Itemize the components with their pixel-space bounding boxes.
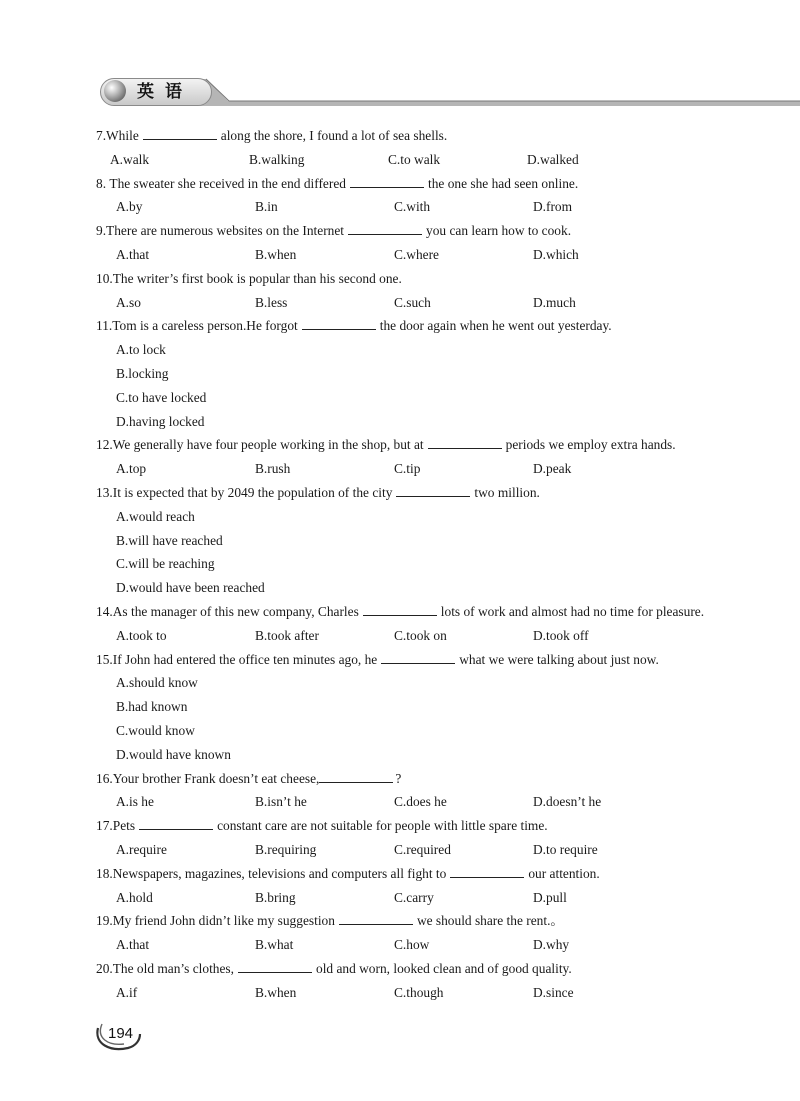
- answer-option-d[interactable]: D.would have been reached: [116, 580, 265, 596]
- question-stem: [96, 433, 708, 457]
- answer-option-b[interactable]: B.rush: [255, 461, 291, 477]
- question-number: 8.: [96, 175, 110, 191]
- question-number: 12.: [96, 437, 113, 453]
- answer-option-a[interactable]: A.walk: [110, 151, 150, 167]
- answer-options: [96, 338, 708, 433]
- subject-label: 英语: [137, 82, 193, 102]
- answer-options: [96, 291, 708, 315]
- answer-option-c[interactable]: C.required: [394, 841, 451, 857]
- question-text: [113, 909, 708, 933]
- answer-option-b[interactable]: B.what: [255, 937, 294, 953]
- question-text-before: We generally have four people working in the shop, but at: [112, 437, 424, 453]
- question-item: [96, 267, 708, 315]
- question-stem: [96, 219, 708, 243]
- answer-option-c[interactable]: C.will be reaching: [116, 556, 215, 572]
- answer-option-b[interactable]: B.less: [255, 294, 288, 310]
- answer-blank: [348, 220, 422, 235]
- question-text-before: The old man’s clothes,: [112, 960, 234, 976]
- answer-blank: [396, 482, 470, 497]
- question-stem: [96, 267, 708, 291]
- question-item: [96, 600, 708, 648]
- question-stem: [96, 124, 708, 148]
- answer-option-a[interactable]: A.that: [116, 937, 150, 953]
- question-text: [113, 862, 708, 886]
- question-text-before: If John had entered the office ten minutes ago, he: [112, 651, 378, 667]
- answer-option-b[interactable]: B.requiring: [255, 841, 317, 857]
- answer-option-b[interactable]: B.when: [255, 246, 297, 262]
- page-header: [0, 0, 800, 120]
- question-number: 17.: [96, 818, 113, 834]
- answer-option-d[interactable]: D.which: [533, 246, 579, 262]
- answer-options: [96, 148, 708, 172]
- answer-option-a[interactable]: A.that: [116, 246, 150, 262]
- question-text-after: what we were talking about just now.: [459, 651, 659, 667]
- question-text-after: our attention.: [528, 865, 600, 881]
- question-item: [96, 909, 708, 957]
- question-text-before: As the manager of this new company, Charles: [112, 603, 359, 619]
- question-number: 19.: [96, 913, 113, 929]
- question-number: 18.: [96, 865, 113, 881]
- question-text-before: Pets: [112, 818, 136, 834]
- answer-option-d[interactable]: D.peak: [533, 461, 572, 477]
- question-text: [113, 648, 708, 672]
- answer-option-c[interactable]: C.would know: [116, 722, 195, 738]
- answer-options: [96, 886, 708, 910]
- question-text-after: the one she had seen online.: [427, 175, 579, 191]
- question-text-after: old and worn, looked clean and of good quality.: [316, 960, 572, 976]
- page-number-badge: [92, 1016, 144, 1056]
- answer-options: [96, 790, 708, 814]
- question-number: 15.: [96, 651, 113, 667]
- question-text-before: Your brother Frank doesn’t eat cheese,: [112, 770, 320, 786]
- answer-option-c[interactable]: C.where: [394, 246, 439, 262]
- question-number: 11.: [96, 318, 113, 334]
- answer-blank: [143, 125, 217, 140]
- answer-option-b[interactable]: B.took after: [255, 627, 319, 643]
- question-item: [96, 862, 708, 910]
- answer-option-a[interactable]: A.by: [116, 199, 143, 215]
- question-item: [96, 124, 708, 172]
- question-number: 10.: [96, 270, 113, 286]
- answer-option-d[interactable]: D.why: [533, 937, 570, 953]
- question-text-before: Tom is a careless person.He forgot: [112, 318, 298, 334]
- answer-blank: [139, 815, 213, 830]
- answer-options: [96, 933, 708, 957]
- question-number: 13.: [96, 484, 113, 500]
- question-text: [113, 814, 708, 838]
- answer-option-b[interactable]: B.when: [255, 984, 297, 1000]
- question-number: 9.: [96, 223, 107, 239]
- answer-option-c[interactable]: C.though: [394, 984, 444, 1000]
- question-text: [113, 957, 708, 981]
- badge-bullet-icon: [104, 80, 126, 102]
- question-text: [113, 767, 708, 791]
- question-stem: [96, 314, 708, 338]
- answer-blank: [339, 910, 413, 925]
- answer-blank: [450, 863, 524, 878]
- question-text-before: It is expected that by 2049 the population of the city: [112, 484, 393, 500]
- question-text-after: we should share the rent.。: [416, 913, 564, 929]
- answer-blank: [381, 649, 455, 664]
- answer-option-c[interactable]: C.to walk: [388, 151, 441, 167]
- question-text-before: While: [106, 128, 139, 143]
- question-item: [96, 648, 708, 767]
- question-text: [113, 481, 708, 505]
- question-text-after: two million.: [474, 484, 540, 500]
- answer-option-b[interactable]: B.bring: [255, 889, 296, 905]
- question-text: [106, 219, 708, 243]
- question-stem: [96, 814, 708, 838]
- question-text-after: you can learn how to cook.: [426, 223, 572, 239]
- question-text-after: along the shore, I found a lot of sea shells.: [220, 128, 448, 143]
- answer-option-b[interactable]: B.isn’t he: [255, 794, 307, 810]
- answer-option-a[interactable]: A.would reach: [116, 508, 195, 524]
- question-text-after: the door again when he went out yesterday.: [379, 318, 612, 334]
- question-stem: [96, 767, 708, 791]
- question-text-before: My friend John didn’t like my suggestion: [112, 913, 335, 929]
- question-text: [109, 172, 708, 196]
- answer-option-b[interactable]: B.walking: [249, 151, 305, 167]
- answer-blank: [350, 173, 424, 188]
- answer-options: [96, 981, 708, 1005]
- question-item: [96, 172, 708, 220]
- question-number: 20.: [96, 960, 113, 976]
- question-number: 14.: [96, 603, 113, 619]
- question-text-after: constant care are not suitable for people with little spare time.: [217, 818, 548, 834]
- answer-option-a[interactable]: A.took to: [116, 627, 167, 643]
- answer-options: [96, 671, 708, 766]
- question-list: [96, 124, 708, 1004]
- question-stem: [96, 862, 708, 886]
- question-item: [96, 314, 708, 433]
- question-stem: [96, 172, 708, 196]
- answer-option-d[interactable]: D.from: [533, 199, 573, 215]
- question-text-before: Newspapers, magazines, televisions and computers all fight to: [112, 865, 447, 881]
- answer-option-c[interactable]: C.tip: [394, 461, 421, 477]
- question-item: [96, 767, 708, 815]
- answer-options: [96, 624, 708, 648]
- question-stem: [96, 909, 708, 933]
- question-text: The writer’s first book is popular than his second one.: [112, 270, 402, 286]
- question-number: 7.: [96, 128, 107, 143]
- answer-option-b[interactable]: B.had known: [116, 699, 188, 715]
- question-text-before: The sweater she received in the end differed: [109, 175, 346, 191]
- answer-option-a[interactable]: A.top: [116, 461, 147, 477]
- answer-option-c[interactable]: C.how: [394, 937, 430, 953]
- answer-option-b[interactable]: B.in: [255, 199, 278, 215]
- question-item: [96, 481, 708, 600]
- answer-option-d[interactable]: D.having locked: [116, 413, 205, 429]
- answer-options: [96, 838, 708, 862]
- answer-option-a[interactable]: A.so: [116, 294, 141, 310]
- question-item: [96, 814, 708, 862]
- answer-blank: [428, 434, 502, 449]
- answer-option-d[interactable]: D.pull: [533, 889, 567, 905]
- question-stem: [96, 600, 708, 624]
- answer-options: [96, 195, 708, 219]
- answer-options: [96, 457, 708, 481]
- question-item: [96, 433, 708, 481]
- question-text: [113, 600, 708, 624]
- answer-option-d[interactable]: D.took off: [533, 627, 589, 643]
- page-number: 194: [108, 1025, 134, 1042]
- answer-options: [96, 243, 708, 267]
- answer-option-c[interactable]: C.such: [394, 294, 431, 310]
- answer-option-c[interactable]: C.does he: [394, 794, 447, 810]
- answer-options: [96, 505, 708, 600]
- question-text-before: There are numerous websites on the Internet: [106, 223, 345, 239]
- answer-option-b[interactable]: B.will have reached: [116, 532, 223, 548]
- answer-option-a[interactable]: A.is he: [116, 794, 154, 810]
- question-item: [96, 957, 708, 1005]
- answer-option-d[interactable]: D.walked: [527, 151, 579, 167]
- answer-option-a[interactable]: A.if: [116, 984, 138, 1000]
- answer-option-a[interactable]: A.hold: [116, 889, 153, 905]
- answer-option-b[interactable]: B.locking: [116, 365, 169, 381]
- answer-option-a[interactable]: A.should know: [116, 675, 198, 691]
- question-text-after: periods we employ extra hands.: [505, 437, 676, 453]
- answer-option-c[interactable]: C.took on: [394, 627, 447, 643]
- question-text-after: ?: [395, 770, 402, 786]
- answer-option-d[interactable]: D.would have known: [116, 746, 231, 762]
- answer-option-d[interactable]: D.much: [533, 294, 576, 310]
- question-stem: [96, 481, 708, 505]
- question-text: [113, 433, 708, 457]
- question-text: [112, 314, 708, 338]
- answer-option-d[interactable]: D.to require: [533, 841, 598, 857]
- answer-option-c[interactable]: C.with: [394, 199, 431, 215]
- answer-option-c[interactable]: C.to have locked: [116, 389, 207, 405]
- question-number: 16.: [96, 770, 113, 786]
- answer-option-a[interactable]: A.require: [116, 841, 167, 857]
- answer-blank: [319, 768, 393, 783]
- answer-blank: [238, 958, 312, 973]
- answer-blank: [302, 315, 376, 330]
- answer-option-d[interactable]: D.doesn’t he: [533, 794, 602, 810]
- question-item: [96, 219, 708, 267]
- question-stem: [96, 648, 708, 672]
- question-text-after: lots of work and almost had no time for pleasure.: [440, 603, 705, 619]
- answer-blank: [363, 601, 437, 616]
- answer-option-c[interactable]: C.carry: [394, 889, 434, 905]
- question-stem: [96, 957, 708, 981]
- question-text: [106, 124, 708, 148]
- answer-option-d[interactable]: D.since: [533, 984, 574, 1000]
- answer-option-a[interactable]: A.to lock: [116, 342, 166, 358]
